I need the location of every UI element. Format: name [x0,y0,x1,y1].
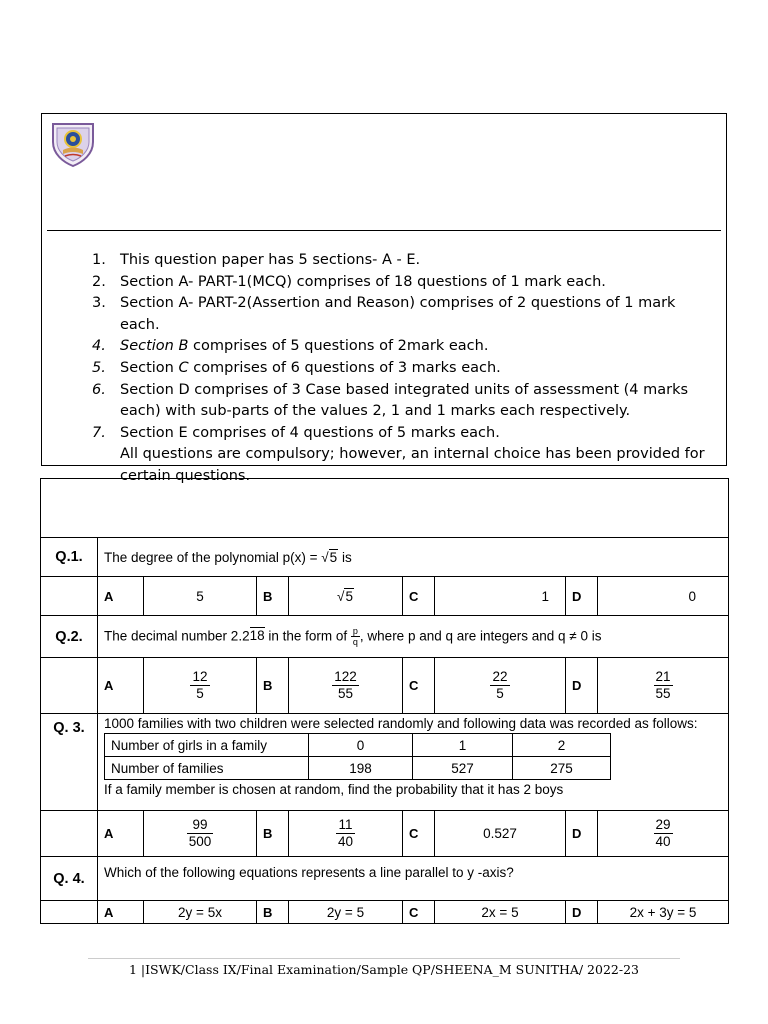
question-row [41,857,729,901]
option-value: 5 [144,577,257,616]
option-value: $\frac{122}{55}$ [289,658,403,714]
option-label: C [403,658,435,714]
question-row [41,714,729,811]
options-row [41,577,729,616]
option-value: $\frac{21}{55}$ [598,658,729,714]
question-text: The degree of the polynomial p(x) = √5 is [98,538,729,577]
blank-cell [41,901,98,924]
option-label: B [257,577,289,616]
blank-cell [41,811,98,857]
question-number: Q. 3. [41,714,98,811]
instruction-note: All questions are compulsory; however, an internal choice has been provided for certain questions. [120,446,705,484]
options-row [41,811,729,857]
option-label: B [257,811,289,857]
instructions-list [92,250,718,488]
instruction-item: 7. Section E comprises of 4 questions of 5 marks each. [92,424,500,441]
sqrt-symbol: √5 [321,549,338,565]
option-label: B [257,658,289,714]
option-value: 2y = 5x [144,901,257,924]
question-text: The decimal number 2.218 in the form of $\frac{p}{q}$ , where p and q are integers and q ≠ 0 is [98,616,729,658]
option-value: $\frac{22}{5}$ [435,658,566,714]
option-label: B [257,901,289,924]
options-row [41,658,729,714]
footer-divider [88,958,680,959]
option-value: 2x + 3y = 5 [598,901,729,924]
option-value: 1 [435,577,566,616]
question-text: Which of the following equations represents a line parallel to y -axis? [98,857,729,901]
section-header-cell [41,479,729,538]
section-header-row [41,479,729,538]
question-text: 1000 families with two children were selected randomly and following data was recorded as follows: Number of girls in a family 0 1 2 Number of families 198 527 275 If a family member is chosen at random, find the probability that it has 2 boys [98,714,729,811]
option-value: 2x = 5 [435,901,566,924]
question-row [41,538,729,577]
option-label: D [566,811,598,857]
page-footer: 1 |ISWK/Class IX/Final Examination/Sample QP/SHEENA_M SUNITHA/ 2022-23 [128,962,639,977]
option-label: A [98,901,144,924]
instruction-item: 2. Section A- PART-1(MCQ) comprises of 18 questions of 1 mark each. [92,273,606,290]
instruction-item: 5. Section C comprises of 6 questions of 3 marks each. [92,359,501,376]
instruction-item: 4. Section B comprises of 5 questions of 2mark each. [92,338,489,355]
option-value: $\frac{99}{500}$ [144,811,257,857]
option-label: D [566,901,598,924]
instruction-item: 3. Section A- PART-2(Assertion and Reason) comprises of 2 questions of 1 mark each. [92,295,676,333]
school-crest-icon [49,120,97,168]
option-label: D [566,658,598,714]
option-label: C [403,901,435,924]
blank-cell [41,658,98,714]
option-value: 2y = 5 [289,901,403,924]
instruction-item: 6. Section D comprises of 3 Case based integrated units of assessment (4 marks each) with sub-parts of the values 2, 1 and 1 marks each respectively. [92,381,689,420]
option-value: √5 [289,577,403,616]
option-value: 0 [598,577,729,616]
option-label: C [403,811,435,857]
blank-cell [41,577,98,616]
option-value: 0.527 [435,811,566,857]
option-label: A [98,811,144,857]
option-label: A [98,658,144,714]
instruction-item: 1. This question paper has 5 sections- A - E. [92,252,421,268]
data-table-row: Number of families 198 527 275 [105,757,611,780]
question-number: Q.1. [41,538,98,577]
option-value: $\frac{11}{40}$ [289,811,403,857]
question-row [41,616,729,658]
data-table-row: Number of girls in a family 0 1 2 [105,734,611,757]
header-box [41,113,727,484]
questions-table [40,478,729,924]
option-value: $\frac{12}{5}$ [144,658,257,714]
header-divider [47,230,721,231]
option-label: A [98,577,144,616]
option-label: D [566,577,598,616]
option-label: C [403,577,435,616]
option-value: $\frac{29}{40}$ [598,811,729,857]
data-table [104,733,611,780]
question-number: Q. 4. [41,857,98,901]
options-row [41,901,729,924]
question-number: Q.2. [41,616,98,658]
